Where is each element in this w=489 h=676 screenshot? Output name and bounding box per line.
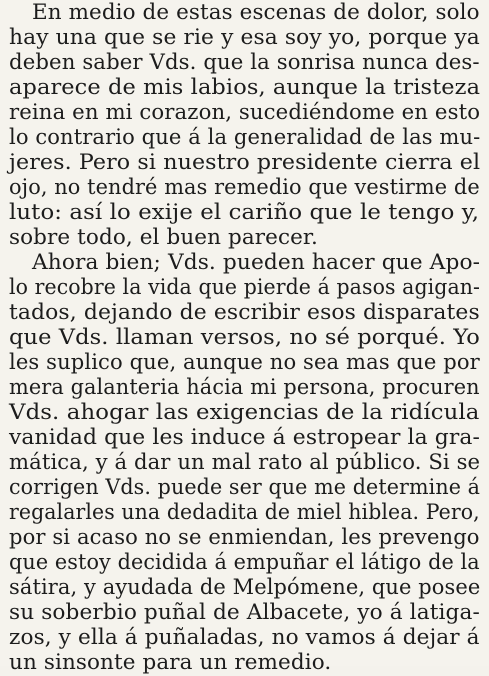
- text-line: reina en mi corazon, sucediéndome en esto: [9, 100, 481, 125]
- text-line: un sinsonte para un remedio.: [9, 650, 332, 675]
- text-line: lo recobre la vida que pierde á pasos agigan-: [9, 275, 481, 300]
- text-line: les suplico que, aunque no sea mas que por: [9, 350, 480, 375]
- text-line: regalarles una dedadita de miel hiblea. Pero,: [9, 500, 480, 525]
- text-line: hay una que se rie y esa soy yo, porque ya: [9, 25, 480, 50]
- text-line: corrigen Vds. puede ser que me determine á: [9, 475, 481, 500]
- text-line: sátira, y ayudada de Melpómene, que posee: [9, 575, 481, 600]
- text-line: vanidad que les induce á estropear la gra-: [9, 425, 480, 450]
- text-line: aparece de mis labios, aunque la tristeza: [9, 75, 481, 100]
- text-line: lo contrario que á la generalidad de las mu-: [9, 125, 481, 150]
- text-line: por si acaso no se enmiendan, les prevengo: [9, 525, 480, 550]
- text-line: que Vds. llaman versos, no sé porqué. Yo: [9, 325, 480, 350]
- text-line: mera galanteria hácia mi persona, procuren: [9, 375, 480, 400]
- text-line: En medio de estas escenas de dolor, solo: [32, 0, 480, 25]
- text-line: deben saber Vds. que la sonrisa nunca des-: [9, 50, 480, 75]
- text-line: tados, dejando de escribir esos disparates: [9, 300, 480, 325]
- text-line: sobre todo, el buen parecer.: [9, 225, 318, 250]
- text-line: Ahora bien; Vds. pueden hacer que Apo-: [32, 250, 481, 275]
- text-line: zos, y ella á puñaladas, no vamos á dejar á: [9, 625, 480, 650]
- text-line: jeres. Pero si nuestro presidente cierra el: [9, 150, 481, 175]
- text-line: luto: así lo exije el cariño que le tengo y,: [9, 200, 480, 225]
- text-line: que estoy decidida á empuñar el látigo de la: [9, 550, 480, 575]
- text-line: mática, y á dar un mal rato al público. Si se: [9, 450, 481, 475]
- text-line: Vds. ahogar las exigencias de la ridícula: [9, 400, 480, 425]
- text-line: ojo, no tendré mas remedio que vestirme de: [9, 175, 480, 200]
- text-line: su soberbio puñal de Albacete, yo á latiga-: [9, 600, 480, 625]
